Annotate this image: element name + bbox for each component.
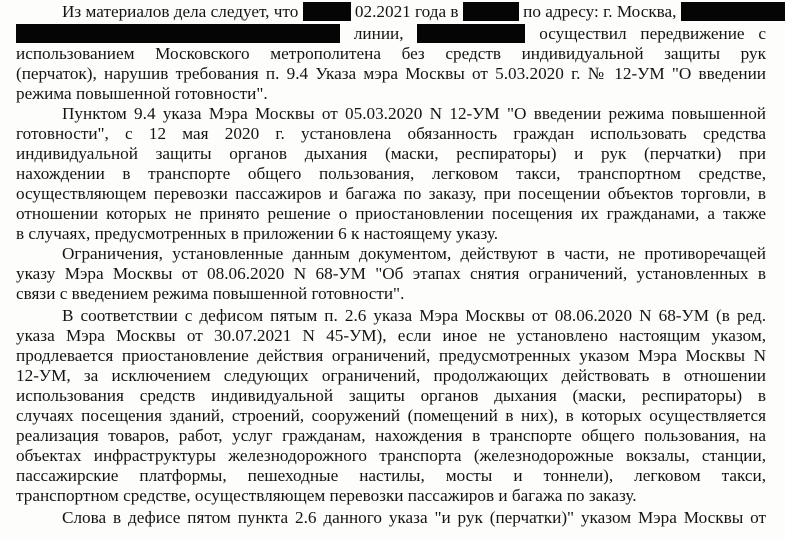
paragraph-facts-line-3: использованием Московского метрополитена без средств индивидуальной защиты рук bbox=[16, 44, 766, 63]
paragraph-point-9-4-line-5: осуществляющем перевозки пассажиров и багажа по заказу, при посещении объектов торговли, в bbox=[16, 184, 766, 203]
paragraph-point-9-4-line-3: индивидуальной защиты органов дыхания (маски, респираторы) и рук (перчатки) при bbox=[16, 144, 766, 163]
text-segment: линии, bbox=[353, 24, 404, 43]
paragraph-point-2-6-line-2: указа Мэра Москвы от 30.07.2021 N 45-УМ), если иное не установлено настоящим указом, bbox=[16, 326, 766, 345]
paragraph-point-2-6-line-10: транспортном средстве, осуществляющем перевозки пассажиров и багажа по заказу. bbox=[16, 486, 637, 505]
redaction-block bbox=[303, 2, 351, 21]
paragraph-point-9-4-line-1: Пунктом 9.4 указа Мэра Москвы от 05.03.2020 N 12-УМ "О введении режима повышенной bbox=[62, 104, 766, 123]
paragraph-point-2-6-line-3: продлевается приостановление действия ограничений, предусмотренных указом Мэра Москвы N bbox=[16, 346, 766, 365]
redaction-block bbox=[463, 2, 519, 21]
redaction-block bbox=[417, 24, 525, 43]
text-segment: 02.2021 года в bbox=[354, 2, 459, 21]
paragraph-facts-line-5: режима повышенной готовности". bbox=[16, 84, 268, 103]
paragraph-point-2-6-line-6: случаях посещения зданий, строений, сооружений (помещений в них), в которых осуществляется bbox=[16, 406, 766, 425]
paragraph-point-2-6-line-9: пассажирские платформы, пешеходные настилы, мосты и тоннели), легковом такси, bbox=[16, 466, 766, 485]
paragraph-words-line-1: Слова в дефисе пятом пункта 2.6 данного указа "и рук (перчатки)" указом Мэра Москвы от bbox=[62, 508, 766, 527]
text-segment: Из материалов дела следует, что bbox=[62, 2, 299, 21]
paragraph-restrictions-line-2: указу Мэра Москвы от 08.06.2020 N 68-УМ "Об этапах снятия ограничений, установленных в bbox=[16, 264, 766, 283]
paragraph-point-2-6-line-1: В соответствии с дефисом пятым п. 2.6 указа Мэра Москвы от 08.06.2020 N 68-УМ (в ред. bbox=[62, 306, 766, 325]
paragraph-facts-line-2 bbox=[16, 24, 766, 44]
paragraph-point-9-4-line-7: в случаях, предусмотренных в приложении 6 к настоящему указу. bbox=[16, 224, 499, 243]
redaction-block bbox=[681, 2, 785, 21]
paragraph-point-9-4-line-4: нахождении в транспорте общего пользования, легковом такси, транспортном средстве, bbox=[16, 164, 766, 183]
paragraph-restrictions-line-3: связи с введением режима повышенной готовности". bbox=[16, 284, 405, 303]
paragraph-facts-line-4: (перчаток), нарушив требования п. 9.4 Указа мэра Москвы от 5.03.2020 г. № 12-УМ "О введении bbox=[16, 64, 766, 83]
text-segment: по адресу: г. Москва, bbox=[523, 2, 677, 21]
paragraph-point-2-6-line-7: реализация товаров, работ, услуг гражданам, нахождения в транспорте общего пользования, на bbox=[16, 426, 766, 445]
redaction-block bbox=[16, 24, 340, 43]
paragraph-point-2-6-line-4: 12-УМ, за исключением следующих ограничений, продолжающих действовать в отношении bbox=[16, 366, 766, 385]
paragraph-facts-line-1 bbox=[62, 2, 766, 22]
paragraph-point-2-6-line-5: использования средств индивидуальной защиты органов дыхания (маски, респираторы) в bbox=[16, 386, 766, 405]
paragraph-restrictions-line-1: Ограничения, установленные данным документом, действуют в части, не противоречащей bbox=[62, 244, 766, 263]
paragraph-point-9-4-line-6: отношении которых не принято решение о приостановлении посещения их гражданами, а также bbox=[16, 204, 766, 223]
paragraph-point-9-4-line-2: готовности", с 12 мая 2020 г. установлена обязанность граждан использовать средства bbox=[16, 124, 766, 143]
paragraph-point-2-6-line-8: объектах инфраструктуры железнодорожного транспорта (железнодорожные вокзалы, станции, bbox=[16, 446, 766, 465]
text-segment: осуществил передвижение с bbox=[539, 24, 767, 43]
